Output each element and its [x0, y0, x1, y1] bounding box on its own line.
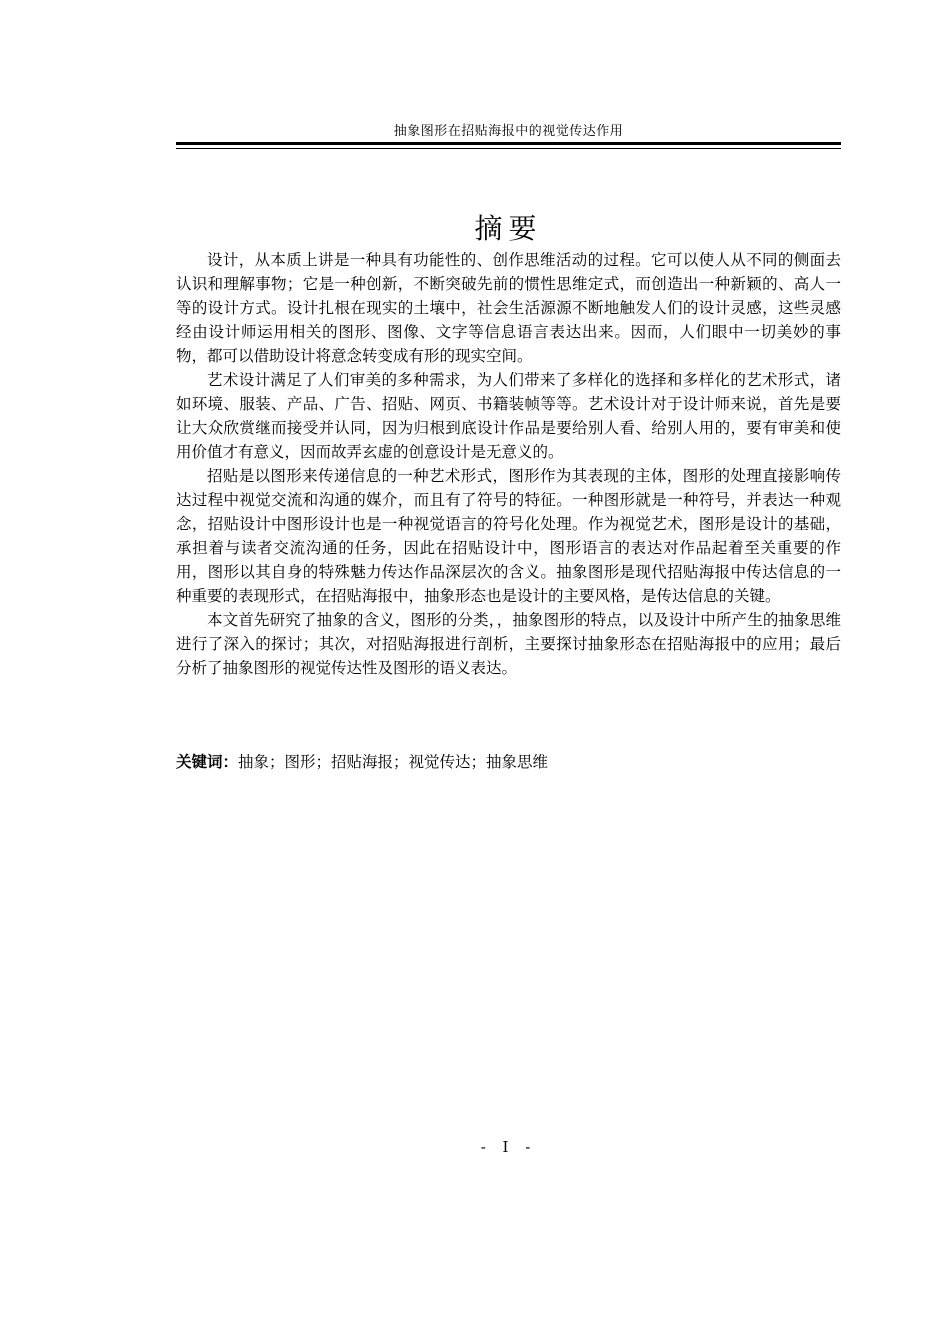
keywords-label: 关键词： — [176, 753, 239, 771]
page-number: - I - — [480, 1138, 537, 1156]
header-rule-thick — [176, 142, 841, 145]
keywords-text: 抽象；图形；招贴海报；视觉传达；抽象思维 — [238, 753, 549, 771]
abstract-title: 摘要 — [474, 211, 543, 245]
keywords-line — [176, 750, 841, 774]
abstract-paragraph: 招贴是以图形来传递信息的一种艺术形式，图形作为其表现的主体，图形的处理直接影响传达过程中视觉交流和沟通的媒介，而且有了符号的特征。一种图形就是一种符号，并表达一种观念，招贴设计中图形设计也是一种视觉语言的符号化处理。作为视觉艺术，图形是设计的基础，承担着与读者交流沟通的任务，因此在招贴设计中，图形语言的表达对作品起着至关重要的作用，图形以其自身的特殊魅力传达作品深层次的含义。抽象图形是现代招贴海报中传达信息的一种重要的表现形式，在招贴海报中，抽象形态也是设计的主要风格，是传达信息的关键。 — [176, 467, 841, 605]
abstract-paragraph: 本文首先研究了抽象的含义，图形的分类，，抽象图形的特点，以及设计中所产生的抽象思维进行了深入的探讨；其次，对招贴海报进行剖析，主要探讨抽象形态在招贴海报中的应用；最后分析了抽象图形的视觉传达性及图形的语义表达。 — [176, 611, 841, 677]
running-header: 抽象图形在招贴海报中的视觉传达作用 — [393, 124, 624, 139]
abstract-body — [176, 248, 841, 680]
header-rule-thin — [176, 148, 841, 149]
abstract-paragraph: 设计，从本质上讲是一种具有功能性的、创作思维活动的过程。它可以使人从不同的侧面去认识和理解事物；它是一种创新，不断突破先前的惯性思维定式，而创造出一种新颖的、高人一等的设计方式。设计扎根在现实的土壤中，社会生活源源不断地触发人们的设计灵感，这些灵感经由设计师运用相关的图形、图像、文字等信息语言表达出来。因而，人们眼中一切美妙的事物，都可以借助设计将意念转变成有形的现实空间。 — [176, 251, 841, 365]
abstract-paragraph: 艺术设计满足了人们审美的多种需求，为人们带来了多样化的选择和多样化的艺术形式，诸如环境、服装、产品、广告、招贴、网页、书籍装帧等等。艺术设计对于设计师来说，首先是要让大众欣赏继而接受并认同，因为归根到底设计作品是要给别人看、给别人用的，要有审美和使用价值才有意义，因而故弄玄虚的创意设计是无意义的。 — [176, 371, 841, 461]
